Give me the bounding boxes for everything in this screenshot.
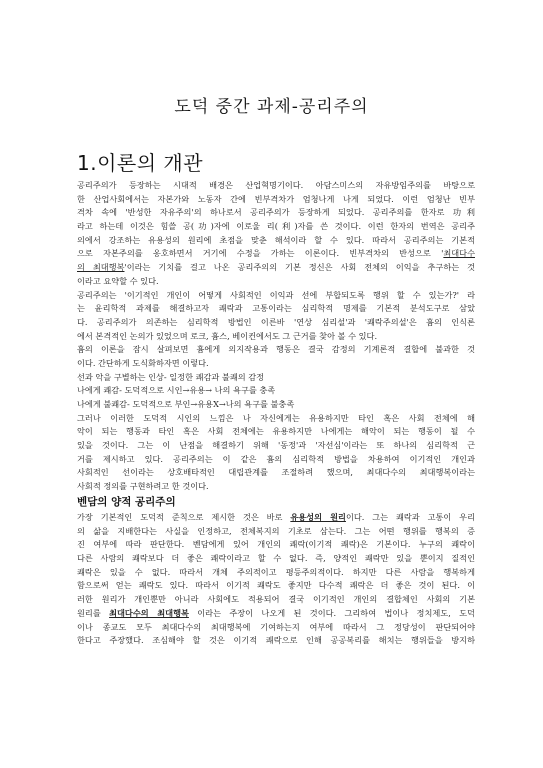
text-line: 격차 속에 '반성한 자유주의'의 하나로서 공리주의가 등장하게 되었다. 공리주의를 한자로 功利 bbox=[77, 207, 475, 218]
text-line: 진 여부에 따라 판단한다. 벤담에게 있어 개인의 쾌락(이기적 쾌락)은 기본이다. 누구의 쾌락이 bbox=[77, 539, 475, 550]
text-line: 한 산업사회에서는 자본가와 노동자 간에 빈부격차가 엄청나게 나게 되었다. 이런 엄청난 빈부 bbox=[77, 193, 475, 204]
emphasis-text: 최대다수 bbox=[443, 248, 475, 259]
text-line: 이나 종교도 모두 최대다수의 최대행복에 기여하는지 여부에 따라서 그 정당성이 판단되어야 bbox=[77, 621, 475, 632]
text-line: 의 최대행복'이라는 기치를 걸고 나온 공리주의의 기본 정신은 사회 전체의 이익을 추구하는 것 bbox=[77, 262, 475, 273]
text-line: 이라고 요약할 수 있다. bbox=[77, 275, 159, 286]
section-heading-overview: 1.이론의 개관 bbox=[77, 151, 204, 175]
text-line: 러한 원리가 개인뿐만 아니라 사회에도 적용되어 결국 이기적인 개인의 결합체인 사회의 기본 bbox=[77, 594, 475, 605]
text-line: 으로 자본주의를 옹호하면서 거기에 수정을 가하는 이론이다. 빈부격차의 반성으로 '최대다수 bbox=[77, 248, 475, 259]
text-line: 다른 사람의 쾌락보다 더 좋은 쾌락이라고 할 수 없다. 즉, 양적인 쾌락만 있을 뿐이지 질적인 bbox=[77, 553, 475, 564]
text-line: 원리를 최대다수의 최대행복 이라는 주장이 나오게 된 것이다. 그리하여 법이나 정치제도, 도덕 bbox=[77, 607, 475, 618]
text-line: 공리주의가 등장하는 시대적 배경은 산업혁명기이다. 아담스미스의 자유방임주의를 바탕으로 bbox=[77, 180, 475, 190]
text-line: 의 삶을 지배한다는 사실을 인정하고, 전체복지의 기초로 삼는다. 그는 어떤 행위를 행복의 증 bbox=[77, 525, 475, 536]
text-line: 악이 되는 행동과 타인 혹은 사회 전체에는 유용하지만 나에게는 해악이 되는 행동이 될 수 bbox=[77, 426, 475, 437]
text-line: 거를 제시하고 있다. 공리주의는 이 같은 흄의 심리학적 방법을 차용하여 이기적인 개인과 bbox=[77, 453, 475, 464]
section-heading-bentham: 벤담의 양적 공리주의 bbox=[77, 496, 176, 508]
section-bentham-body bbox=[77, 511, 475, 648]
text-line: 는 윤리학적 과제를 해결하고자 쾌락과 고통이라는 심리학적 명제를 기본적 분석도구로 삼았 bbox=[77, 303, 475, 314]
text-line: 라고 하는데 이것은 힘쓸 공(功)자에 이로울 리(利)자를 쓴 것이다. 이런 한자의 번역은 공리주 bbox=[77, 221, 475, 232]
text-line: 다. 공리주의가 의존하는 심리학적 방법인 이른바 '연상 심리설'과 '쾌락주의설'은 흄의 인식론 bbox=[77, 316, 475, 327]
text-line: 한다고 주장했다. 조심해야 할 것은 이기적 쾌락으로 인해 공공복리를 해치는 행위들을 방지하 bbox=[77, 635, 475, 646]
text-line: 공리주의는 '이기적인 개인이 어떻게 사회적인 이익과 선에 부합되도록 행위 할 수 있는가?' 라 bbox=[77, 289, 475, 300]
text-line: 쾌락은 있을 수 없다. 따라서 개체 주의적이고 평등주의적이다. 하지만 다른 사람을 행복하게 bbox=[77, 566, 475, 577]
text-line: 의에서 강조하는 유용성의 원리에 초점을 맞춘 해석이라 할 수 있다. 따라서 공리주의는 기본적 bbox=[77, 234, 475, 245]
emphasis-text: 최대다수의 최대행복 bbox=[109, 607, 189, 618]
emphasis-text: 의 최대행복 bbox=[77, 262, 125, 273]
text-line: 이다. 간단하게 도식화하자면 이렇다. bbox=[77, 357, 209, 368]
text-line: 사회적 정의를 구현하려고 한 것이다. bbox=[77, 481, 209, 492]
document-title: 도덕 중간 과제-공리주의 bbox=[174, 97, 369, 117]
text-line: 흄의 이론을 잠시 살펴보면 흄에게 의지작용과 행동은 결국 감정의 기계론적 결합에 불과한 것 bbox=[77, 344, 475, 355]
text-line: 선과 악을 구별하는 인상- 일정한 쾌감과 불쾌의 감정 bbox=[77, 371, 265, 382]
text-line: 가장 기본적인 도덕적 준칙으로 제시한 것은 바로 유용성의 원리이다. 그는 쾌락과 고통이 우리 bbox=[77, 512, 475, 522]
text-line: 나에게 불쾌감- 도덕적으로 부인→유용X→나의 욕구를 불충족 bbox=[77, 399, 295, 409]
text-line: 나에게 쾌감- 도덕적으로 시인→유용→ 나의 욕구를 충족 bbox=[77, 385, 276, 396]
text-line: 함으로써 얻는 쾌락도 있다. 따라서 이기적 쾌락도 좋지만 다수적 쾌락은 더 좋은 것이 된다. 이 bbox=[77, 580, 475, 591]
text-line: 사회적인 선이라는 상호배타적인 대립관계를 조절하려 했으며, 최대다수의 최대행복이라는 bbox=[77, 467, 475, 478]
text-line: 그러나 이러한 도덕적 시인의 느낌은 나 자신에게는 유용하지만 타인 혹은 사회 전체에 해 bbox=[77, 412, 475, 423]
text-line: 에서 본격적인 논의가 있었으며 로크, 흄스, 베이컨에서도 그 근거를 찾아 볼 수 있다. bbox=[77, 330, 378, 341]
emphasis-text: 유용성의 원리 bbox=[290, 512, 346, 522]
section-overview-body bbox=[77, 179, 475, 494]
text-line: 있을 것이다. 그는 이 난점을 해결하기 위해 '동정'과 '자선심'이라는 또 하나의 심리학적 근 bbox=[77, 440, 475, 451]
